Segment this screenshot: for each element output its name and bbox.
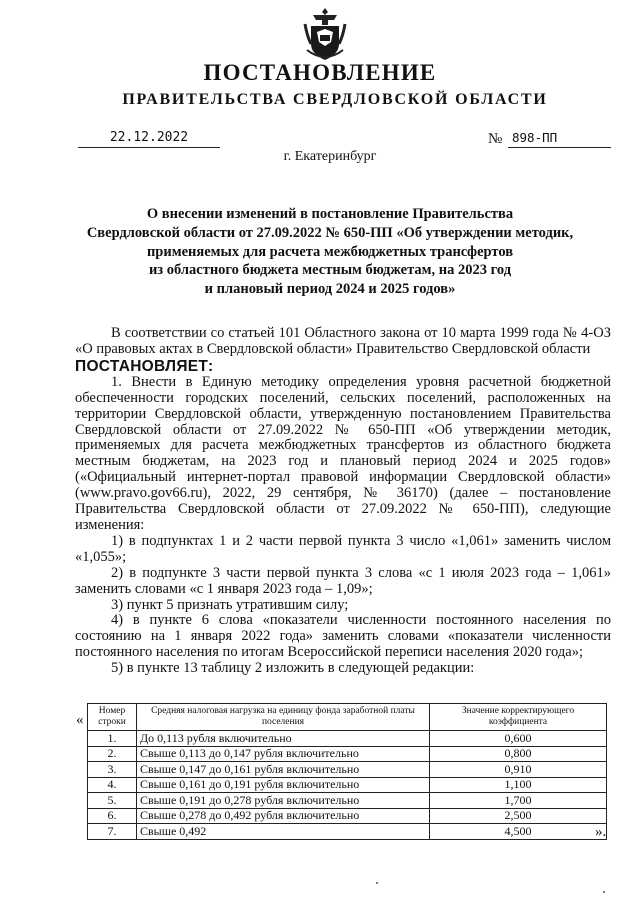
- table-row: [88, 777, 607, 793]
- heading-line: из областного бюджета местным бюджетам, на 2023 год: [148, 262, 512, 279]
- row-number: 3.: [88, 762, 137, 778]
- column-header-number: Номер строки: [88, 704, 137, 731]
- table-row: [88, 793, 607, 809]
- scan-speck: [376, 882, 378, 884]
- subparagraph-2: 2) в подпункте 3 части первой пункта 3 слова «с 1 июля 2023 года – 1,061» заменить словами «с 1 января 2023 года – 1,09»;: [75, 564, 611, 597]
- table-row: [88, 808, 607, 824]
- subparagraph-5: 5) в пункте 13 таблицу 2 изложить в следующей редакции:: [111, 660, 475, 677]
- postanovlyaet-label: ПОСТАНОВЛЯЕТ:: [75, 357, 214, 375]
- table-row: [88, 731, 607, 747]
- heading-line: Свердловской области от 27.09.2022 № 650-ПП «Об утверждении методик,: [86, 224, 574, 241]
- document-subtitle: ПРАВИТЕЛЬСТВА СВЕРДЛОВСКОЙ ОБЛАСТИ: [122, 91, 548, 108]
- row-value: 1,100: [430, 777, 607, 793]
- document-date: 22.12.2022: [78, 129, 220, 148]
- row-number: 1.: [88, 731, 137, 747]
- table-header-row: [88, 704, 607, 731]
- paragraph-1: 1. Внести в Единую методику определения уровня расчетной бюджетной обеспеченности городских поселений, сельских поселений, расположенных на территории Свердловской области, утвержденную постановлением Правительства Свердловской области от 27.09.2022 № 650-ПП «Об утверждении методик, применяемых для расчета межбюджетных трансфертов из областного бюджета местным бюджетам, на 2023 год и плановый период 2024 и 2025 годов» («Официальный интернет-портал правовой информации Свердловской области» (www.pravo.gov66.ru), 2022, 29 сентября, № 36170) (далее – постановление Правительства Свердловской области от 27.09.2022 № 650-ПП), следующие изменения:: [75, 373, 611, 533]
- document-body: [75, 326, 611, 677]
- row-range: Свыше 0,278 до 0,492 рубля включительно: [137, 808, 430, 824]
- subparagraph-1: 1) в подпунктах 1 и 2 части первой пункта 3 число «1,061» заменить числом «1,055»;: [75, 532, 611, 565]
- column-header-tax-load: Средняя налоговая нагрузка на единицу фонда заработной платы поселения: [137, 704, 430, 731]
- row-value: 0,910: [430, 762, 607, 778]
- document-title: ПОСТАНОВЛЕНИЕ: [203, 60, 437, 85]
- row-number: 7.: [88, 824, 137, 840]
- row-number: 2.: [88, 746, 137, 762]
- subparagraph-4: 4) в пункте 6 слова «показатели численности постоянного населения по состоянию на 1 января 2022 года» заменить словами «показатели численности постоянного населения по итогам Всероссийской переписи населения 2020 года»;: [75, 612, 611, 661]
- row-range: Свыше 0,492: [137, 824, 430, 840]
- row-value: 0,600: [430, 731, 607, 747]
- row-range: Свыше 0,113 до 0,147 рубля включительно: [137, 746, 430, 762]
- table-row: [88, 746, 607, 762]
- row-value: 4,500: [430, 824, 607, 840]
- document-number: 898-ПП: [508, 129, 611, 148]
- heading-line: О внесении изменений в постановление Правительства: [146, 206, 514, 222]
- table-row: [88, 824, 607, 840]
- intro-paragraph: В соответствии со статьей 101 Областного закона от 10 марта 1999 года № 4-ОЗ «О правовых актах в Свердловской области» Правительство Свердловской области: [75, 325, 611, 357]
- row-range: Свыше 0,161 до 0,191 рубля включительно: [137, 777, 430, 793]
- table-close-quote: ».: [595, 824, 607, 840]
- document-heading: [60, 205, 600, 299]
- row-number: 5.: [88, 793, 137, 809]
- column-header-coefficient: Значение корректирующего коэффициента: [430, 704, 607, 731]
- row-range: До 0,113 рубля включительно: [137, 731, 430, 747]
- coat-of-arms-icon: [303, 6, 347, 64]
- city-line: г. Екатеринбург: [283, 149, 377, 164]
- row-range: Свыше 0,191 до 0,278 рубля включительно: [137, 793, 430, 809]
- heading-line: применяемых для расчета межбюджетных трансфертов: [146, 243, 514, 260]
- coefficient-table: [87, 703, 607, 840]
- row-value: 2,500: [430, 808, 607, 824]
- row-number: 6.: [88, 808, 137, 824]
- number-sign: №: [488, 131, 503, 147]
- row-value: 0,800: [430, 746, 607, 762]
- row-range: Свыше 0,147 до 0,161 рубля включительно: [137, 762, 430, 778]
- row-number: 4.: [88, 777, 137, 793]
- scan-speck: [603, 891, 605, 893]
- table-open-quote: «: [76, 712, 84, 728]
- heading-line: и плановый период 2024 и 2025 годов»: [204, 281, 456, 298]
- subparagraph-3: 3) пункт 5 признать утратившим силу;: [111, 596, 349, 613]
- row-value: 1,700: [430, 793, 607, 809]
- table-row: [88, 762, 607, 778]
